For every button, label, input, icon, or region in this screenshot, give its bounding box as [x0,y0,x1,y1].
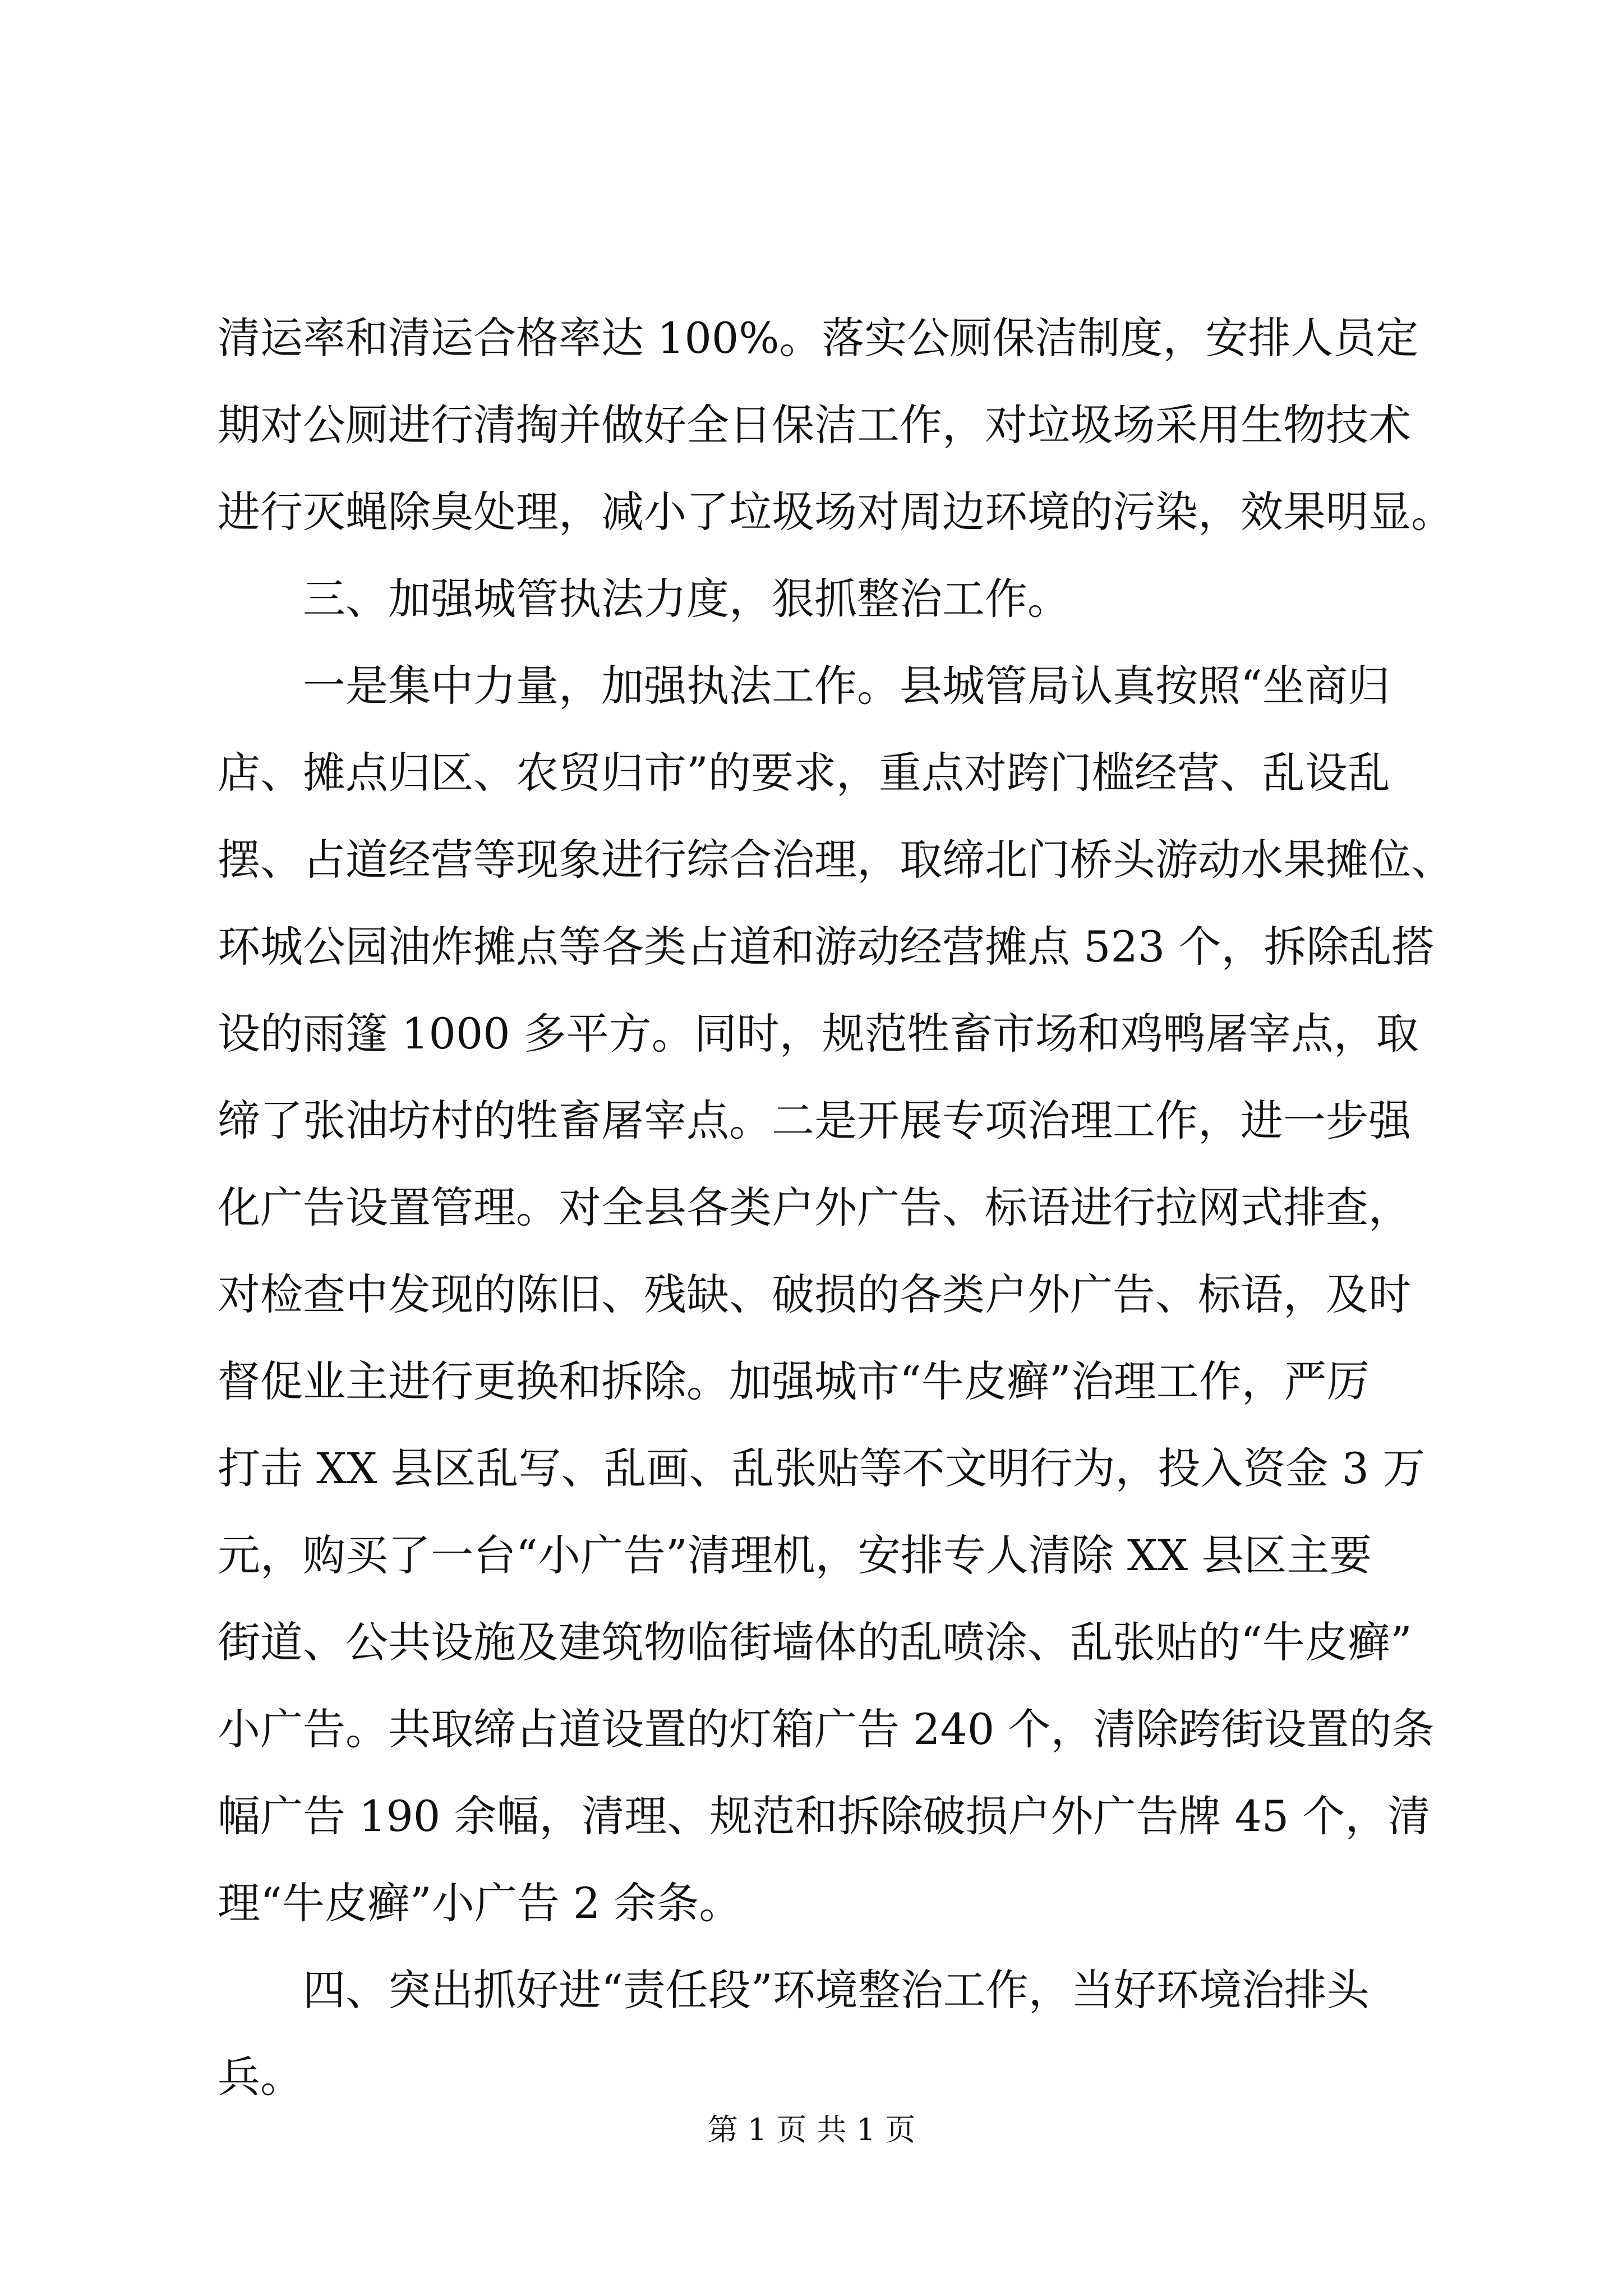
body-line: 摆、占道经营等现象进行综合治理，取缔北门桥头游动水果摊位、 [218,835,1454,885]
body-line: 街道、公共设施及建筑物临街墙体的乱喷涂、乱张贴的“牛皮癣” [218,1617,1412,1667]
body-line: 化广告设置管理。对全县各类户外广告、标语进行拉网式排查， [218,1182,1411,1232]
body-line: 环城公园油炸摊点等各类占道和游动经营摊点 523 个，拆除乱搭 [218,922,1435,972]
body-line: 缔了张油坊村的牲畜屠宰点。二是开展专项治理工作，进一步强 [218,1096,1411,1145]
body-line: 进行灭蝇除臭处理，减小了垃圾场对周边环境的污染，效果明显。 [218,487,1454,537]
section-heading-3: 三、加强城管执法力度，狠抓整治工作。 [303,574,1070,624]
body-line: 清运率和清运合格率达 100%。落实公厕保洁制度，安排人员定 [218,313,1419,363]
body-line: 店、摊点归区、农贸归市”的要求，重点对跨门槛经营、乱设乱 [218,748,1390,798]
body-line: 兵。 [218,2052,303,2102]
body-line: 幅广告 190 余幅，清理、规范和拆除破损户外广告牌 45 个，清 [218,1791,1431,1841]
body-line: 期对公厕进行清掏并做好全日保洁工作，对垃圾场采用生物技术 [218,400,1411,450]
document-body [218,295,1454,2120]
section-heading-4: 四、突出抓好进“责任段”环境整治工作，当好环境治排头 [303,1965,1370,2015]
body-line: 小广告。共取缔占道设置的灯箱广告 240 个，清除跨街设置的条 [218,1704,1435,1754]
page-footer: 第 1 页 共 1 页 [707,2112,916,2147]
body-line: 设的雨篷 1000 多平方。同时，规范牲畜市场和鸡鸭屠宰点，取 [218,1009,1419,1059]
body-line: 元，购买了一台“小广告”清理机，安排专人清除 XX 县区主要 [218,1530,1372,1580]
body-line: 理“牛皮癣”小广告 2 余条。 [218,1878,742,1928]
body-line: 一是集中力量，加强执法工作。县城管局认真按照“坐商归 [303,661,1390,711]
body-line: 对检查中发现的陈旧、残缺、破损的各类户外广告、标语，及时 [218,1269,1411,1319]
body-line: 打击 XX 县区乱写、乱画、乱张贴等不文明行为，投入资金 3 万 [218,1443,1426,1493]
body-line: 督促业主进行更换和拆除。加强城市“牛皮癣”治理工作，严厉 [218,1356,1370,1406]
